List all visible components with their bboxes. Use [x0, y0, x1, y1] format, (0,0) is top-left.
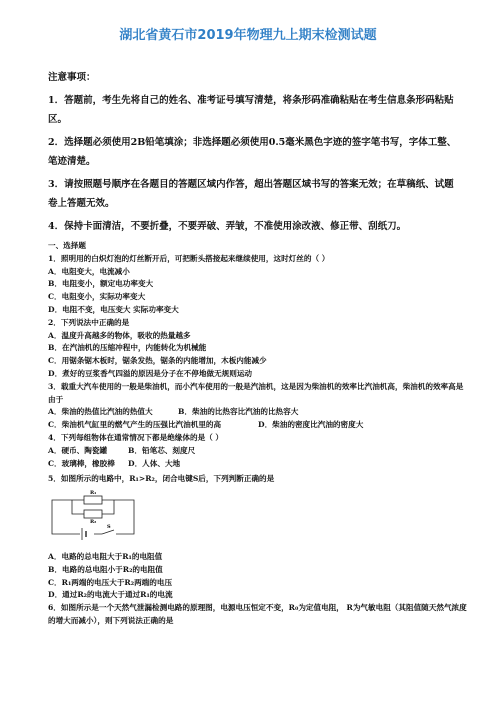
q2-option-a: A．温度升高越多的物体，吸收的热量越多 — [48, 330, 191, 340]
q4-option-d: D．人体、大地 — [128, 458, 181, 468]
q2-option-c: C．用锯条锯木板时，锯条发热，锯条的内能增加，木板内能减少 — [48, 356, 267, 366]
q1-option-c: C．电阻变小，实际功率变大 — [48, 292, 146, 302]
q1-stem: 1．照明用的白炽灯泡的灯丝断开后，可把断头搭接起来继续使用，这时灯丝的（ ） — [48, 253, 330, 263]
q5-circuit-diagram — [48, 490, 138, 540]
page-title: 湖北省黄石市2019年物理九上期末检测试题 — [119, 28, 377, 43]
q3-option-a: A．柴油的热值比汽油的热值大 — [48, 407, 153, 417]
notice-item-4: 4．保持卡面清洁，不要折叠，不要弄破、弄皱，不准使用涂改液、修正带、刮纸刀。 — [48, 221, 407, 232]
q4-option-a: A．硬币、陶瓷罐 — [48, 445, 108, 455]
switch-label: S — [107, 524, 111, 531]
q3-option-c: C．柴油机气缸里的燃气产生的压强比汽油机里的高 — [48, 420, 222, 430]
notice-item-1: 1．答题前，考生先将自己的姓名、准考证号填写清楚，将条形码准确粘贴在考生信息条形码粘贴区。 — [48, 95, 454, 125]
q3-stem: 3．载重大汽车使用的一般是柴油机，而小汽车使用的一般是汽油机，这是因为柴油机的效率比汽油机高，柴油机的效率高是由于 — [48, 381, 464, 404]
q4-option-c: C．玻璃棒，橡胶棒 — [48, 458, 115, 468]
q6-stem: 6．如图所示是一个天然气泄漏检测电路的原理图，电源电压恒定不变，R₀为定值电阻， R为气敏电阻（其阻值随天然气浓度的增大而减小），则下列说法正确的是 — [48, 603, 467, 625]
q3-option-d: D．柴油的密度比汽油的密度大 — [258, 420, 364, 430]
r1-label: R₁ — [90, 490, 97, 497]
q3-option-b: B．柴油的比热容比汽油的比热容大 — [178, 407, 299, 417]
q5-option-c: C．R₁两端的电压大于R₂两端的电压 — [48, 577, 173, 587]
notice-section — [48, 68, 458, 240]
q5-option-d: D．通过R₂的电流大于通过R₁的电流 — [48, 590, 173, 600]
q1-option-d: D．电阻不变，电压变大 实际功率变大 — [48, 304, 179, 314]
q2-option-d: D．煮好的豆浆香气四溢的原因是分子在不停地做无规则运动 — [48, 368, 253, 378]
q4-stem: 4．下列每组物体在通常情况下都是绝缘体的是（ ） — [48, 432, 223, 442]
q1-option-b: B．电阻变小，额定电功率变大 — [48, 279, 154, 289]
resistor-r2 — [84, 510, 102, 518]
q5-option-a: A．电路的总电阻大于R₁的电阻值 — [48, 551, 163, 561]
q5-stem: 5．如图所示的电路中，R₁>R₂，闭合电键S后，下列判断正确的是 — [48, 474, 275, 484]
r2-label: R₂ — [90, 519, 97, 526]
resistor-r1 — [84, 496, 102, 504]
notice-heading: 注意事项： — [48, 72, 96, 83]
q1-option-a: A．电阻变大，电流减小 — [48, 266, 130, 276]
q2-option-b: B．在汽油机的压缩冲程中，内能转化为机械能 — [48, 343, 207, 353]
q2-stem: 2．下列说法中正确的是 — [48, 317, 130, 327]
notice-item-3: 3．请按照题号顺序在各题目的答题区域内作答，超出答题区域书写的答案无效；在草稿纸、试题卷上答题无效。 — [48, 179, 454, 209]
section-heading: 一、选择题 — [48, 241, 86, 250]
questions — [48, 240, 468, 628]
q4-option-b: B．铅笔芯、刻度尺 — [128, 445, 196, 455]
q5-option-b: B．电路的总电阻小于R₂的电阻值 — [48, 564, 163, 574]
notice-item-2: 2．选择题必须使用2B铅笔填涂；非选择题必须使用0.5毫米黑色字迹的签字笔书写，字体工整、笔迹清楚。 — [48, 137, 457, 167]
